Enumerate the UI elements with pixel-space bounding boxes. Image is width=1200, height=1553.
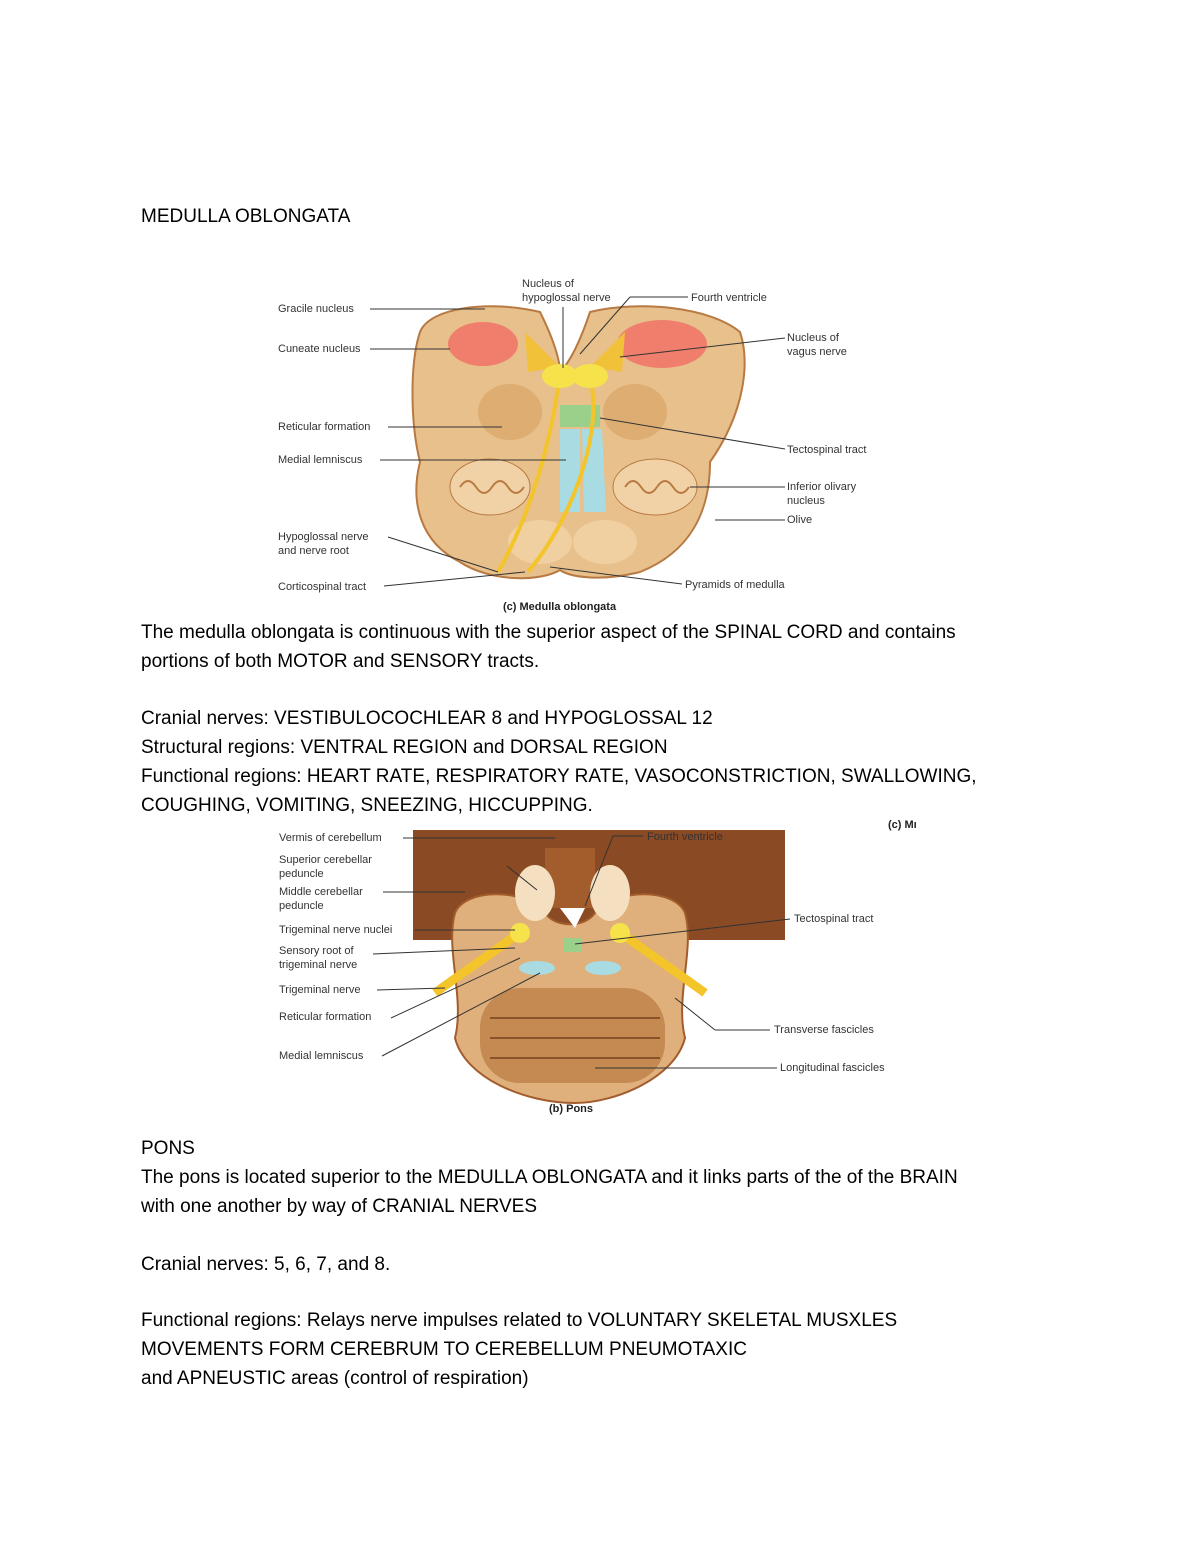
- label-superior-cerebellar-peduncle-2: peduncle: [279, 868, 324, 880]
- label-medial-lemniscus: Medial lemniscus: [278, 454, 363, 466]
- label-tectospinal-tract-pons: Tectospinal tract: [794, 913, 874, 925]
- label-medial-lemniscus-pons: Medial lemniscus: [279, 1050, 364, 1062]
- label-cuneate-nucleus: Cuneate nucleus: [278, 343, 361, 355]
- label-sensory-root-2: trigeminal nerve: [279, 959, 358, 971]
- pons-functional-regions-line-1: Functional regions: Relays nerve impulses related to VOLUNTARY SKELETAL MUSXLES: [141, 1310, 898, 1331]
- pons-functional-regions-line-3: and APNEUSTIC areas (control of respiration): [141, 1368, 529, 1389]
- label-transverse-fascicles: Transverse fascicles: [774, 1024, 874, 1036]
- label-sensory-root-1: Sensory root of: [279, 945, 354, 957]
- heading-medulla: MEDULLA OBLONGATA: [141, 206, 351, 227]
- heading-pons: PONS: [141, 1138, 195, 1159]
- medulla-functional-regions-line-2: COUGHING, VOMITING, SNEEZING, HICCUPPING.: [141, 795, 593, 816]
- label-vermis-of-cerebellum: Vermis of cerebellum: [279, 832, 382, 844]
- medulla-figure-caption: (c) Medulla oblongata: [503, 601, 617, 613]
- label-inferior-olivary-1: Inferior olivary: [787, 481, 857, 493]
- medulla-functional-regions-line-1: Functional regions: HEART RATE, RESPIRATORY RATE, VASOCONSTRICTION, SWALLOWING,: [141, 766, 977, 787]
- label-trigeminal-nerve: Trigeminal nerve: [279, 984, 361, 996]
- pons-cranial-nerves: Cranial nerves: 5, 6, 7, and 8.: [141, 1254, 391, 1275]
- medulla-structural-regions: Structural regions: VENTRAL REGION and DORSAL REGION: [141, 737, 668, 758]
- label-trigeminal-nerve-nuclei: Trigeminal nerve nuclei: [279, 924, 393, 936]
- label-superior-cerebellar-peduncle-1: Superior cerebellar: [279, 854, 372, 866]
- pons-paragraph-line-1: The pons is located superior to the MEDULLA OBLONGATA and it links parts of the of the BRAIN: [141, 1167, 958, 1188]
- label-reticular-formation-pons: Reticular formation: [279, 1011, 372, 1023]
- pons-functional-regions-line-2: MOVEMENTS FORM CEREBRUM TO CEREBELLUM PNEUMOTAXIC: [141, 1339, 747, 1360]
- label-middle-cerebellar-peduncle-1: Middle cerebellar: [279, 886, 363, 898]
- label-reticular-formation: Reticular formation: [278, 421, 371, 433]
- label-pyramids-of-medulla: Pyramids of medulla: [685, 579, 785, 591]
- label-hypoglossal-nerve-root-1: Hypoglossal nerve: [278, 531, 369, 543]
- label-hypoglossal-nerve-root-2: and nerve root: [278, 545, 349, 557]
- label-nucleus-vagus-1: Nucleus of: [787, 332, 839, 344]
- pons-figure-caption: (b) Pons: [549, 1103, 593, 1115]
- medulla-paragraph-line-2: portions of both MOTOR and SENSORY tracts.: [141, 651, 540, 672]
- label-corticospinal-tract: Corticospinal tract: [278, 581, 367, 593]
- medulla-cranial-nerves: Cranial nerves: VESTIBULOCOCHLEAR 8 and HYPOGLOSSAL 12: [141, 708, 713, 729]
- label-nucleus-hypoglossal-1: Nucleus of: [522, 278, 574, 290]
- label-nucleus-vagus-2: vagus nerve: [787, 346, 847, 358]
- medulla-figure: [270, 272, 910, 617]
- medulla-paragraph-line-1: The medulla oblongata is continuous with the superior aspect of the SPINAL CORD and contains: [141, 622, 956, 643]
- corner-caption-fragment: (c) Mı: [888, 819, 917, 831]
- label-middle-cerebellar-peduncle-2: peduncle: [279, 900, 324, 912]
- label-fourth-ventricle-pons: Fourth ventricle: [647, 831, 723, 843]
- label-fourth-ventricle: Fourth ventricle: [691, 292, 767, 304]
- label-longitudinal-fascicles: Longitudinal fascicles: [780, 1062, 885, 1074]
- label-tectospinal-tract: Tectospinal tract: [787, 444, 867, 456]
- label-olive: Olive: [787, 514, 813, 526]
- label-nucleus-hypoglossal-2: hypoglossal nerve: [522, 292, 611, 304]
- label-inferior-olivary-2: nucleus: [787, 495, 825, 507]
- pons-paragraph-line-2: with one another by way of CRANIAL NERVES: [141, 1196, 538, 1217]
- label-gracile-nucleus: Gracile nucleus: [278, 303, 354, 315]
- pons-figure: [275, 818, 935, 1118]
